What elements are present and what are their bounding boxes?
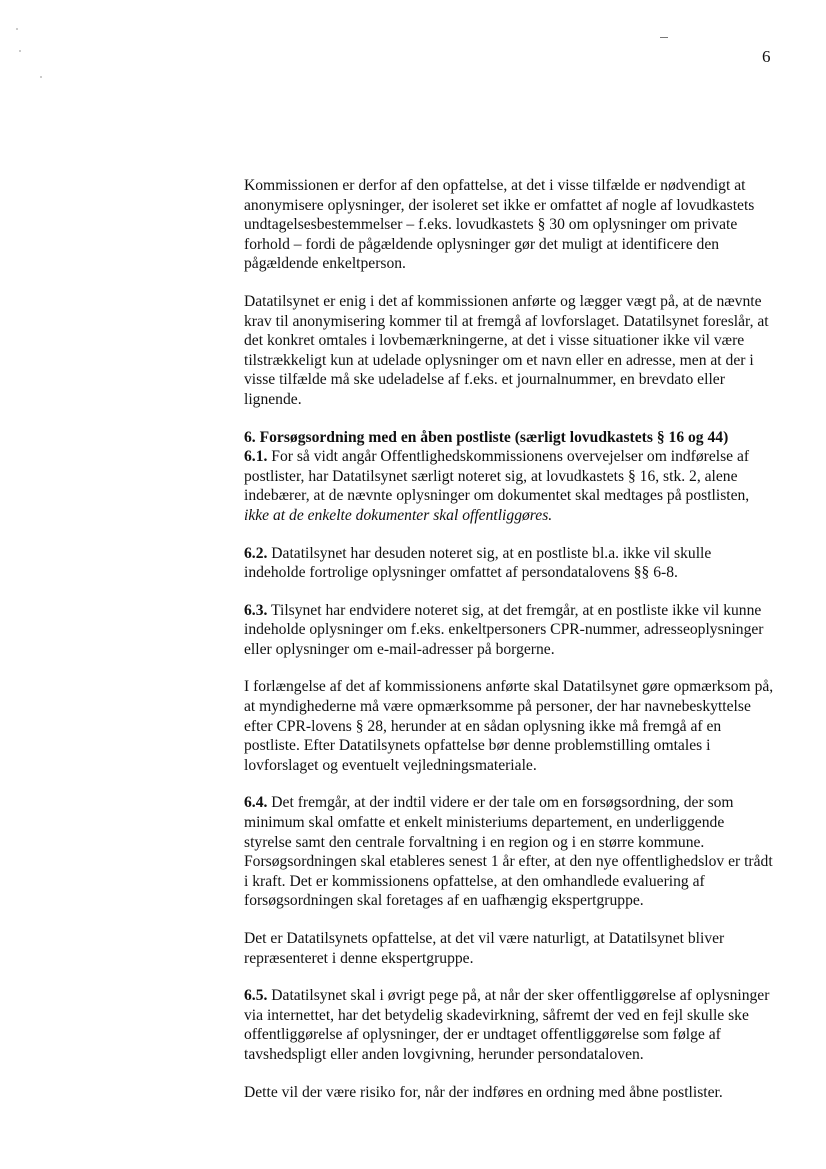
paragraph — [244, 986, 774, 1064]
document-body — [244, 176, 774, 1120]
paragraph — [244, 929, 774, 968]
paragraph-text: Datatilsynet har desuden noteret sig, at en postliste bl.a. ikke vil skulle indeholde fortrolige oplysninger omfattet af persondatalovens §§ 6-8. — [244, 544, 712, 582]
paragraph-number: 6.5. — [244, 987, 268, 1005]
paragraph-number: 6.4. — [244, 794, 268, 812]
paragraph — [244, 544, 774, 583]
paragraph — [244, 292, 774, 410]
paragraph-text: Tilsynet har endvidere noteret sig, at det fremgår, at en postliste ikke vil kunne indeholde oplysninger om f.eks. enkeltpersoners CPR-nummer, adresseoplysninger eller oplysninger om e-mail-adresser på borgerne. — [244, 601, 764, 658]
paragraph-number: 6.2. — [244, 544, 268, 562]
paragraph — [244, 601, 774, 660]
paragraph-text: Datatilsynet er enig i det af kommissionen anførte og lægger vægt på, at de nævnte krav til anonymisering kommer til at fremgå af lovforslaget. Datatilsynet foreslår, at det konkret omtales i lovbemærkningerne, at det i visse situationer ikke vil være tilstrækkeligt kun at udelade oplysninger om et navn eller en adresse, men at der i visse tilfælde må ske udeladelse af f.eks. et journalnummer, en brevdato eller lignende. — [244, 292, 769, 408]
paragraph-text: Det fremgår, at der indtil videre er der tale om en forsøgsordning, der som minimum skal omfatte et enkelt ministeriums departement, en underliggende styrelse samt den centrale forvaltning i en region og i en større kommune. Forsøgsordningen skal etableres senest 1 år efter, at den nye offentlighedslov er trådt i kraft. Det er kommissionens opfattelse, at den omhandlede evaluering af forsøgsordningen skal foretages af en uafhængig ekspertgruppe. — [244, 794, 773, 910]
scan-speck — [19, 50, 21, 52]
paragraph-number: 6.1. — [244, 448, 268, 466]
paragraph-text: Dette vil der være risiko for, når der indføres en ordning med åbne postlister. — [244, 1083, 723, 1101]
paragraph-text: For så vidt angår Offentlighedskommissionens overvejelser om indførelse af postlister, har Datatilsynet særligt noteret sig, at lovudkastets § 16, stk. 2, alene indebærer, at de nævnte oplysninger om dokumentet skal medtages på postlisten, — [244, 448, 750, 505]
scan-speck — [16, 28, 18, 30]
scan-speck — [40, 76, 42, 78]
scan-mark — [660, 37, 668, 38]
page-number: 6 — [762, 47, 771, 66]
paragraph — [244, 677, 774, 775]
section-heading: 6. Forsøgsordning med en åben postliste (særligt lovudkastets § 16 og 44) — [244, 428, 729, 446]
paragraph-number: 6.3. — [244, 601, 268, 619]
paragraph — [244, 793, 774, 911]
paragraph-text: I forlængelse af det af kommissionens anførte skal Datatilsynet gøre opmærksom på, at myndighederne må være opmærksomme på personer, der har navnebeskyttelse efter CPR-lovens § 28, herunder at en sådan oplysning ikke må fremgå af en postliste. Efter Datatilsynets opfattelse bør denne problemstilling omtales i lovforslaget og eventuelt vejledningsmateriale. — [244, 678, 774, 774]
paragraph — [244, 176, 774, 274]
paragraph-text: Datatilsynet skal i øvrigt pege på, at når der sker offentliggørelse af oplysninger via internettet, har det betydelig skadevirkning, såfremt der ved en fejl skulle ske offentliggørelse af oplysninger, der er undtaget offentliggørelse som følge af tavshedspligt eller anden lovgivning, herunder persondataloven. — [244, 987, 770, 1063]
paragraph-text: Kommissionen er derfor af den opfattelse, at det i visse tilfælde er nødvendigt at anonymisere oplysninger, der isoleret set ikke er omfattet af nogle af lovudkastets undtagelsesbestemmelser – f.eks. lovudkastets § 30 om oplysninger om private forhold – fordi de pågældende oplysninger gør det muligt at identificere den pågældende enkeltperson. — [244, 177, 755, 273]
paragraph-text: Det er Datatilsynets opfattelse, at det vil være naturligt, at Datatilsynet bliver repræsenteret i denne ekspertgruppe. — [244, 930, 725, 967]
paragraph — [244, 1083, 774, 1103]
section-6-paragraph — [244, 428, 774, 526]
emphasis-text: ikke at de enkelte dokumenter skal offentliggøres. — [244, 506, 553, 524]
